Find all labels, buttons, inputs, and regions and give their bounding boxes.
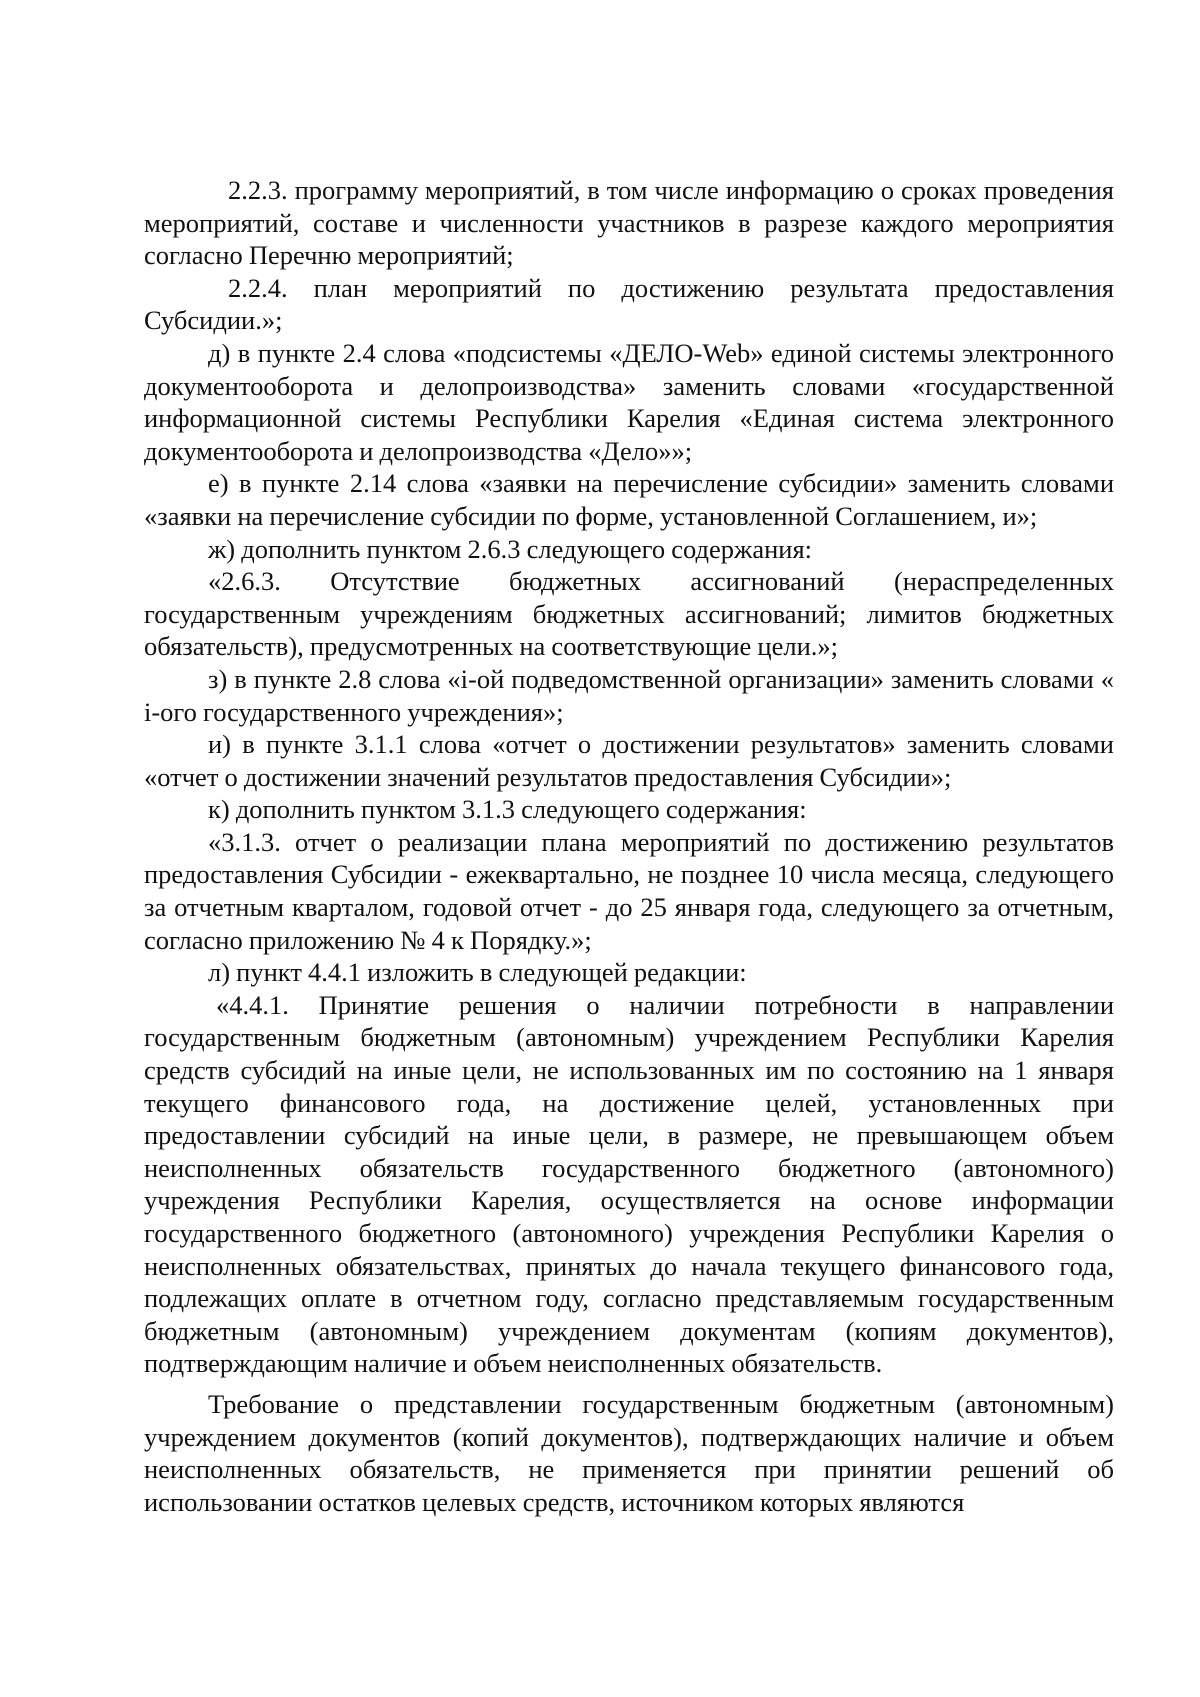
paragraph-2-6-3: «2.6.3. Отсутствие бюджетных ассигнований (нераспределенных государственным учреждениям бюджетных ассигнований; лимитов бюджетных обязательств), предусмотренных на соответствующие цели.»;	[144, 566, 1114, 662]
paragraph-2-2-4: 2.2.4. план мероприятий по достижению результата предоставления Субсидии.»;	[144, 272, 1114, 336]
paragraph-e: е) в пункте 2.14 слова «заявки на перечисление субсидии» заменить словами «заявки на перечисление субсидии по форме, установленной Соглашением, и»;	[144, 468, 1114, 531]
paragraph-i: и) в пункте 3.1.1 слова «отчет о достижении результатов» заменить словами «отчет о достижении значений результатов предоставления Субсидии»;	[144, 729, 1114, 792]
paragraph-4-4-1: «4.4.1. Принятие решения о наличии потребности в направлении государственным бюджетным (автономным) учреждением Республики Карелия средств субсидий на иные цели, не использованных им по состоянию на 1 января текущего финансового года, на достижение целей, установленных при предоставлении субсидий на иные цели, в размере, не превышающем объем неисполненных обязательств государственного бюджетного (автономного) учреждения Республики Карелия, осуществляется на основе информации государственного бюджетного (автономного) учреждения Республики Карелия о неисполненных обязательствах, принятых до начала текущего финансового года, подлежащих оплате в отчетном году, согласно представляемым государственным бюджетным (автономным) учреждением документам (копиям документов), подтверждающим наличие и объем неисполненных обязательств.	[144, 989, 1114, 1379]
paragraph-3-1-3: «3.1.3. отчет о реализации плана мероприятий по достижению результатов предоставления Субсидии - ежеквартально, не позднее 10 числа месяца, следующего за отчетным кварталом, годовой отчет - до 25 января года, следующего за отчетным, согласно приложению № 4 к Порядку.»;	[144, 826, 1114, 955]
paragraph-l: л) пункт 4.4.1 изложить в следующей редакции:	[208, 957, 747, 988]
paragraph-k: к) дополнить пунктом 3.1.3 следующего содержания:	[208, 794, 807, 825]
paragraph-z: з) в пункте 2.8 слова «i-ой подведомственной организации» заменить словами « i-ого государственного учреждения»;	[144, 663, 1114, 727]
paragraph-2-2-3: 2.2.3. программу мероприятий, в том числе информацию о сроках проведения мероприятий, составе и численности участников в разрезе каждого мероприятия согласно Перечню мероприятий;	[144, 175, 1114, 271]
paragraph-requirement: Требование о представлении государственным бюджетным (автономным) учреждением документов (копий документов), подтверждающих наличие и объем неисполненных обязательств, не применяется при принятии решений об использовании остатков целевых средств, источником которых являются	[144, 1388, 1114, 1517]
document-page	[144, 174, 1114, 1518]
paragraph-d: д) в пункте 2.4 слова «подсистемы «ДЕЛО-Web» единой системы электронного документооборота и делопроизводства» заменить словами «государственной информационной системы Республики Карелия «Единая система электронного документооборота и делопроизводства «Дело»»;	[144, 337, 1114, 466]
paragraph-zh: ж) дополнить пунктом 2.6.3 следующего содержания:	[208, 533, 812, 564]
